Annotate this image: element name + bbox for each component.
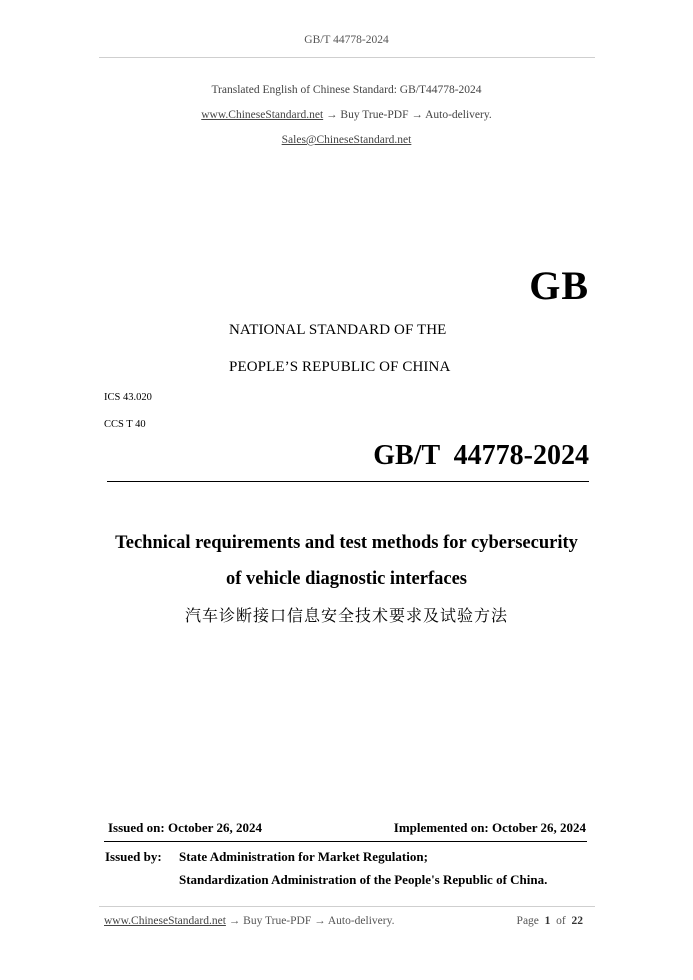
standard-number: GB/T 44778-2024 [373, 440, 589, 471]
page-word: Page [516, 915, 539, 927]
issuer-samr: State Administration for Market Regulation; [179, 849, 428, 864]
document-title-chinese: 汽车诊断接口信息安全技术要求及试验方法 [184, 606, 508, 625]
issuer-sac: Standardization Administration of the People's Republic of China. [179, 872, 548, 887]
site-link[interactable]: www.ChineseStandard.net [201, 109, 324, 121]
footer-divider [99, 906, 595, 907]
running-header: GB/T 44778-2024 [304, 34, 389, 46]
national-standard-title-line1: NATIONAL STANDARD OF THE [229, 322, 447, 338]
ics-code: ICS 43.020 [104, 392, 152, 403]
dates-divider [104, 841, 587, 842]
document-title-line1: Technical requirements and test methods for cybersecurity [115, 533, 578, 553]
page-indicator [517, 915, 583, 927]
email-line [0, 134, 693, 146]
ccs-code: CCS T 40 [104, 419, 146, 430]
national-standard-title-line2: PEOPLE’S REPUBLIC OF CHINA [229, 359, 451, 375]
implemented-date: Implemented on: October 26, 2024 [393, 820, 586, 835]
issued-date: Issued on: October 26, 2024 [108, 820, 262, 835]
gb-mark: GB [529, 263, 589, 308]
sales-email-link[interactable]: Sales@ChineseStandard.net [281, 134, 412, 146]
footer-site-link[interactable]: www.ChineseStandard.net [104, 915, 226, 927]
footer-purchase-text: → Buy True-PDF → Auto-delivery. [225, 915, 395, 927]
issued-by-label: Issued by: [105, 849, 162, 864]
purchase-text: → Buy True-PDF → Auto-delivery. [323, 109, 492, 121]
page-total: 22 [571, 915, 583, 927]
page-number: 1 [544, 915, 551, 927]
footer-purchase-notice [104, 915, 394, 927]
translation-notice: Translated English of Chinese Standard: GB/T44778-2024 [211, 84, 482, 96]
document-title-line2: of vehicle diagnostic interfaces [226, 569, 467, 589]
header-divider [99, 57, 595, 58]
purchase-notice [0, 109, 693, 121]
standard-number-rule [107, 481, 589, 482]
of-word: of [556, 915, 566, 927]
